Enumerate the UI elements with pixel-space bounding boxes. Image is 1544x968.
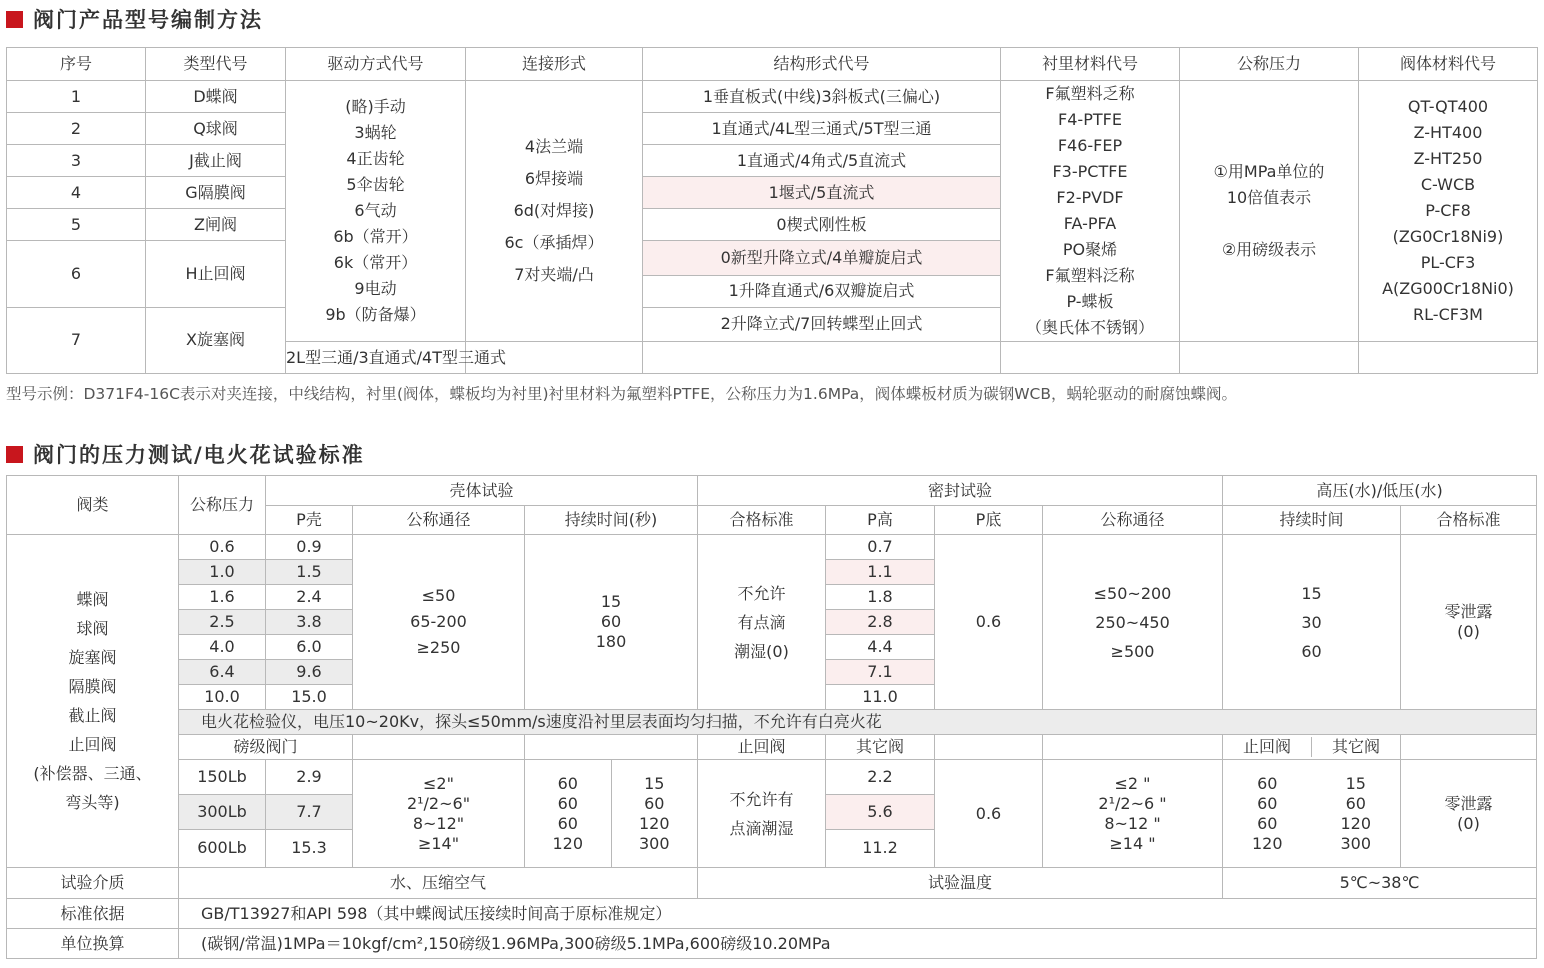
structure-cell: 1堰式/5直流式 (643, 177, 1001, 209)
section1-title-text: 阀门产品型号编制方法 (33, 8, 263, 32)
valve-type: 隔膜阀 (68, 677, 117, 696)
shell-dn: ≥250 (416, 638, 461, 657)
empty-cell (1043, 735, 1223, 760)
unit-label: 单位换算 (7, 929, 179, 959)
plow-cell: 0.6 (935, 535, 1043, 710)
lb-hl-time: 60 (1257, 773, 1278, 793)
lining-item: F2-PVDF (1056, 188, 1124, 207)
lb-time: 60 (644, 793, 665, 813)
valve-type: 旋塞阀 (68, 648, 117, 667)
structure-cell: 0新型升降立式/4单瓣旋启式 (643, 241, 1001, 276)
body-material-item: PL-CF3 (1420, 253, 1476, 272)
valve-type: 截止阀 (68, 706, 117, 725)
pn-cell: 6.4 (179, 660, 266, 685)
pshell-cell: 9.6 (266, 660, 353, 685)
zero-leak: (0) (1457, 622, 1480, 641)
seal-dn: 250~450 (1095, 612, 1170, 632)
drive-item: 6b（常开） (333, 227, 418, 246)
pn-cell: 4.0 (179, 635, 266, 660)
seal-dn: ≥500 (1110, 641, 1155, 661)
table-row (7, 535, 1537, 560)
lining-item: PO聚烯 (1062, 240, 1118, 259)
serial-cell: 4 (7, 177, 146, 209)
lb-time-cell (525, 760, 698, 868)
header-cell: P壳 (266, 506, 353, 535)
std-value: GB/T13927和API 598（其中蝶阀试压接续时间高于原标准规定） (179, 899, 1537, 929)
std-label: 标准依据 (7, 899, 179, 929)
phigh-cell: 2.8 (826, 610, 935, 635)
header-cell: 壳体试验 (266, 476, 698, 506)
valve-type: 止回阀 (68, 735, 117, 754)
valve-types-cell (7, 535, 179, 868)
body-material-item: (ZG0Cr18Ni9) (1392, 227, 1504, 246)
lb-dn: ≤2" (423, 773, 454, 793)
body-material-cell (1359, 81, 1538, 342)
structure-cell: 0楔式刚性板 (643, 209, 1001, 241)
lb-hl-other (1312, 760, 1401, 867)
drive-item: 9b（防备爆） (325, 305, 426, 324)
lining-item: F46-FEP (1057, 136, 1123, 155)
drive-item: 3蜗轮 (354, 123, 397, 142)
lb-criteria-cell (698, 760, 826, 868)
hl-time: 60 (1301, 641, 1322, 661)
phigh-cell: 4.4 (826, 635, 935, 660)
lb-time: 60 (557, 773, 578, 793)
shell-time: 60 (600, 612, 622, 631)
body-material-item: RL-CF3M (1413, 305, 1483, 324)
type-cell: Q球阀 (146, 113, 286, 145)
red-square-icon (6, 446, 23, 463)
header-cell: 公称压力 (179, 476, 266, 535)
structure-cell: 1垂直板式(中线)3斜板式(三偏心) (643, 81, 1001, 113)
phigh-cell: 1.1 (826, 560, 935, 585)
valve-type: 弯头等) (65, 793, 120, 812)
header-cell: 持续时间 (1223, 506, 1401, 535)
body-material-item: P-CF8 (1425, 201, 1471, 220)
body-material-item: QT-QT400 (1407, 97, 1489, 116)
phigh-cell: 1.8 (826, 585, 935, 610)
type-cell: G隔膜阀 (146, 177, 286, 209)
header-cell: 密封试验 (698, 476, 1223, 506)
lb-dn: 2¹/2~6" (406, 793, 471, 813)
seal-dn-cell (1043, 535, 1223, 710)
lb-dn-cell (353, 760, 525, 868)
valve-type: 蝶阀 (76, 590, 109, 609)
type-cell: J截止阀 (146, 145, 286, 177)
serial-cell: 3 (7, 145, 146, 177)
type-cell: H止回阀 (146, 241, 286, 308)
drive-item: (略)手动 (345, 97, 406, 116)
header-cell: 阀体材料代号 (1359, 48, 1538, 81)
header-cell: 合格标准 (1401, 506, 1537, 535)
table-row (7, 735, 1537, 760)
header-cell: P底 (935, 506, 1043, 535)
empty-cell (353, 735, 525, 760)
lb-pshell-cell: 15.3 (266, 829, 353, 867)
lb-time: 60 (557, 813, 578, 833)
lb-hl-time: 120 (1340, 813, 1372, 833)
table-header-row (7, 476, 1537, 506)
pressure-cell (1180, 81, 1359, 342)
pshell-cell: 15.0 (266, 685, 353, 710)
pshell-cell: 6.0 (266, 635, 353, 660)
hl-time: 15 (1301, 583, 1322, 603)
pressure-item: ②用磅级表示 (1221, 240, 1317, 259)
hl-time-cell (1223, 535, 1401, 710)
other-valve-label: 其它阀 (1332, 737, 1381, 756)
pn-cell: 2.5 (179, 610, 266, 635)
red-square-icon (6, 11, 23, 28)
section1-title (6, 5, 263, 33)
lining-item: F4-PTFE (1058, 110, 1122, 129)
header-cell: 高压(水)/低压(水) (1223, 476, 1537, 506)
seal-criteria: 潮湿(0) (734, 641, 789, 661)
shell-dn: 65-200 (410, 612, 467, 631)
medium-label: 试验介质 (7, 868, 179, 899)
lb-time: 15 (644, 773, 665, 793)
connection-item: 4法兰端 (524, 137, 584, 156)
seal-criteria: 不允许 (737, 583, 786, 603)
lb-time-check (525, 760, 612, 867)
header-cell: 衬里材料代号 (1001, 48, 1180, 81)
lining-item: F3-PCTFE (1052, 162, 1128, 181)
drive-item: 6k（常开） (333, 253, 418, 272)
table-row (7, 760, 1537, 795)
serial-cell: 7 (7, 307, 146, 374)
zero-leak-cell (1401, 535, 1537, 710)
lb-dn: 8~12" (412, 813, 465, 833)
lb-hl-time: 120 (1251, 833, 1283, 853)
model-example-text: 型号示例：D371F4-16C表示对夹连接，中线结构，衬里(阀体，蝶板均为衬里)衬里材料为氟塑料PTFE，公称压力为1.6MPa，阀体蝶板材质为碳钢WCB，蜗轮驱动的耐腐蚀蝶阀。 (6, 385, 1238, 403)
lb-hl-time: 60 (1345, 793, 1366, 813)
pressure-item: ①用MPa单位的 (1213, 162, 1325, 181)
type-cell: X旋塞阀 (146, 307, 286, 374)
drive-item: 9电动 (354, 279, 397, 298)
check-valve-label: 止回阀 (1223, 737, 1312, 757)
header-cell: 连接形式 (466, 48, 643, 81)
structure-cell: 1直通式/4L型三通式/5T型三通 (643, 113, 1001, 145)
lb-criteria: 点滴潮湿 (729, 818, 794, 838)
table-row (7, 710, 1537, 735)
header-cell: 结构形式代号 (643, 48, 1001, 81)
lb-zero-leak-cell (1401, 760, 1537, 868)
pn-cell: 1.0 (179, 560, 266, 585)
hl-time: 30 (1301, 612, 1322, 632)
lb-hl-time: 300 (1340, 833, 1372, 853)
table-row (7, 868, 1537, 899)
lining-item: F氟塑料泛称 (1045, 266, 1135, 285)
phigh-cell: 7.1 (826, 660, 935, 685)
header-cell: 公称通径 (1043, 506, 1223, 535)
header-cell: 持续时间(秒) (525, 506, 698, 535)
drive-item: 6气动 (354, 201, 397, 220)
pshell-cell: 1.5 (266, 560, 353, 585)
header-cell: 公称通径 (353, 506, 525, 535)
empty-cell (935, 735, 1043, 760)
lb-phigh-cell: 5.6 (826, 795, 935, 829)
seal-criteria-cell (698, 535, 826, 710)
lb-cell: 600Lb (179, 829, 266, 867)
empty-cell (525, 735, 698, 760)
body-material-item: Z-HT250 (1413, 149, 1483, 168)
valve-type: 球阀 (76, 619, 109, 638)
body-material-item: A(ZG00Cr18Ni0) (1382, 279, 1514, 298)
drive-item: 4正齿轮 (346, 149, 405, 168)
lb-seal-dn: 8~12 " (1104, 813, 1161, 833)
shell-time: 15 (600, 592, 622, 611)
section2-title (6, 440, 365, 468)
section2-title-text: 阀门的压力测试/电火花试验标准 (33, 443, 365, 467)
table-header-row (7, 48, 1538, 81)
empty-cell (1359, 342, 1538, 374)
lining-item: FA-PFA (1063, 214, 1117, 233)
other-valve-label: 其它阀 (826, 735, 935, 760)
serial-cell: 2 (7, 113, 146, 145)
lb-time: 120 (552, 833, 584, 853)
lb-cell: 300Lb (179, 795, 266, 829)
pressure-item: 10倍值表示 (1226, 188, 1312, 207)
lb-hl-time: 60 (1257, 793, 1278, 813)
lining-item: F氟塑料乏称 (1045, 84, 1135, 103)
lb-seal-dn: 2¹/2~6 " (1098, 793, 1167, 813)
serial-cell: 1 (7, 81, 146, 113)
pshell-cell: 3.8 (266, 610, 353, 635)
check-valve-label: 止回阀 (698, 735, 826, 760)
connection-item: 7对夹端/凸 (514, 265, 594, 284)
shell-time-cell (525, 535, 698, 710)
header-cell: 公称压力 (1180, 48, 1359, 81)
lining-item: （奥氏体不锈钢） (1025, 318, 1154, 337)
pn-cell: 0.6 (179, 535, 266, 560)
lb-time-other (612, 760, 698, 867)
serial-cell: 5 (7, 209, 146, 241)
pshell-cell: 0.9 (266, 535, 353, 560)
header-cell: 合格标准 (698, 506, 826, 535)
temp-label: 试验温度 (698, 868, 1223, 899)
zero-leak: 零泄露 (1444, 602, 1493, 621)
table-row (7, 929, 1537, 959)
lb-plow-cell: 0.6 (935, 760, 1043, 868)
header-cell: P高 (826, 506, 935, 535)
hl-check-label (1223, 735, 1401, 760)
header-cell: 类型代号 (146, 48, 286, 81)
lb-phigh-cell: 2.2 (826, 760, 935, 795)
lb-time: 60 (557, 793, 578, 813)
lb-dn: ≥14" (417, 833, 460, 853)
seal-dn: ≤50~200 (1093, 583, 1172, 603)
zero-leak: 零泄露 (1444, 793, 1493, 813)
empty-cell (1180, 342, 1359, 374)
structure-cell: 2升降立式/7回转蝶型止回式 (643, 307, 1001, 342)
unit-value: (碳钢/常温)1MPa＝10kgf/cm²,150磅级1.96MPa,300磅级5.1MPa,600磅级10.20MPa (179, 929, 1537, 959)
medium-value: 水、压缩空气 (179, 868, 698, 899)
lb-hl-check (1223, 760, 1312, 867)
lb-time: 120 (638, 813, 670, 833)
lb-phigh-cell: 11.2 (826, 829, 935, 867)
temp-value: 5℃~38℃ (1223, 868, 1537, 899)
header-cell: 驱动方式代号 (286, 48, 466, 81)
lb-pshell-cell: 7.7 (266, 795, 353, 829)
lb-hl-time-cell (1223, 760, 1401, 868)
shell-time: 180 (595, 632, 627, 651)
pressure-test-table (6, 475, 1537, 959)
type-cell: Z闸阀 (146, 209, 286, 241)
lining-cell (1001, 81, 1180, 342)
drive-item: 5伞齿轮 (346, 175, 405, 194)
shell-dn: ≤50 (421, 586, 456, 605)
body-material-item: C-WCB (1420, 175, 1476, 194)
drive-cell (286, 81, 466, 342)
zero-leak: (0) (1457, 813, 1480, 833)
lb-header-cell: 磅级阀门 (179, 735, 353, 760)
empty-cell (1001, 342, 1180, 374)
connection-item: 6d(对焊接) (513, 201, 595, 220)
lb-hl-time: 60 (1257, 813, 1278, 833)
header-cell: 阀类 (7, 476, 179, 535)
structure-cell: 2L型三通/3直通式/4T型三通式 (286, 342, 466, 374)
seal-criteria: 有点滴 (737, 612, 786, 632)
lb-seal-dn: ≤2 " (1114, 773, 1151, 793)
body-material-item: Z-HT400 (1413, 123, 1483, 142)
lb-seal-dn: ≥14 " (1109, 833, 1156, 853)
shell-dn-cell (353, 535, 525, 710)
connection-item: 6焊接端 (524, 169, 584, 188)
structure-cell: 1直通式/4角式/5直流式 (643, 145, 1001, 177)
structure-cell: 1升降直通式/6双瓣旋启式 (643, 275, 1001, 307)
model-code-table (6, 47, 1538, 374)
phigh-cell: 0.7 (826, 535, 935, 560)
lb-criteria: 不允许有 (729, 789, 794, 809)
header-cell: 序号 (7, 48, 146, 81)
lb-time: 300 (638, 833, 670, 853)
pn-cell: 10.0 (179, 685, 266, 710)
spark-test-text: 电火花检验仪，电压10~20Kv，探头≤50mm/s速度沿衬里层表面均匀扫描，不允许有白亮火花 (179, 710, 1537, 735)
empty-cell (643, 342, 1001, 374)
table-row (7, 899, 1537, 929)
connection-item: 6c（承插焊） (504, 233, 604, 252)
lb-seal-dn-cell (1043, 760, 1223, 868)
connection-cell (466, 81, 643, 342)
serial-cell: 6 (7, 241, 146, 308)
lb-hl-time: 15 (1345, 773, 1366, 793)
valve-type: (补偿器、三通、 (33, 764, 152, 783)
pn-cell: 1.6 (179, 585, 266, 610)
table-row (7, 81, 1538, 113)
lining-item: P-蝶板 (1066, 292, 1114, 311)
type-cell: D蝶阀 (146, 81, 286, 113)
lb-cell: 150Lb (179, 760, 266, 795)
phigh-cell: 11.0 (826, 685, 935, 710)
pshell-cell: 2.4 (266, 585, 353, 610)
lb-pshell-cell: 2.9 (266, 760, 353, 795)
empty-cell (1401, 735, 1537, 760)
